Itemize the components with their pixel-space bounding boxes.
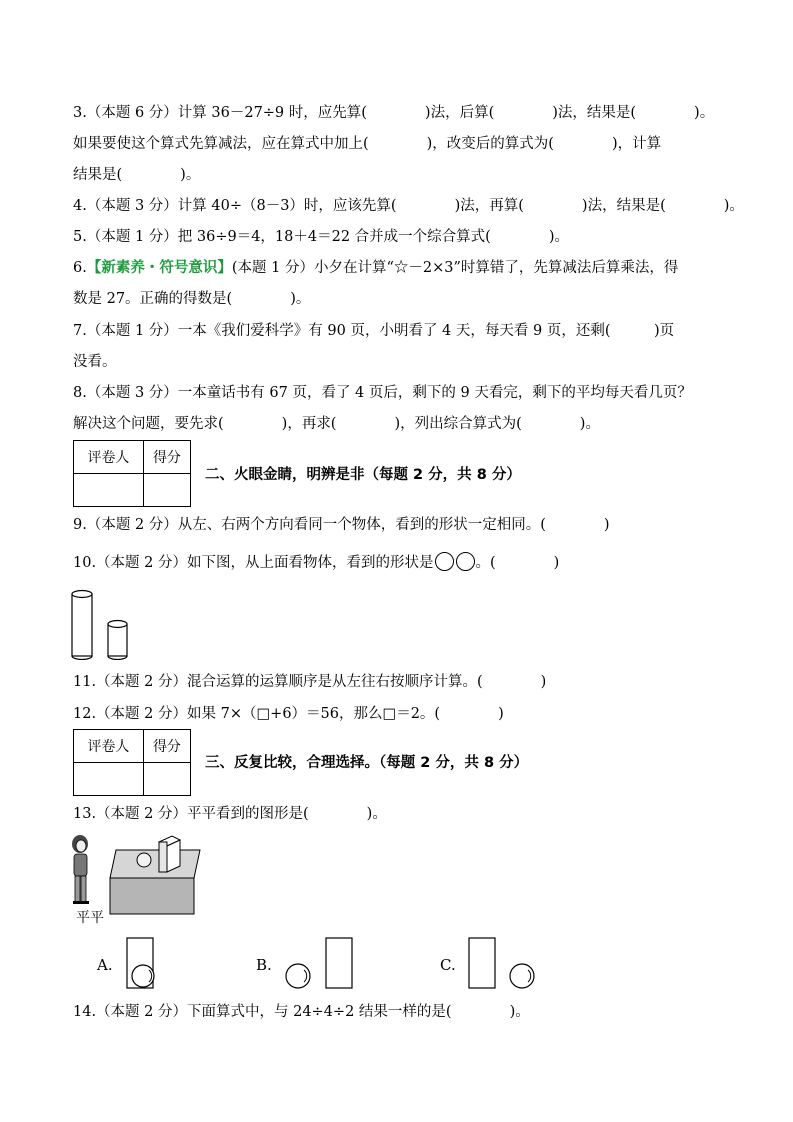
section2-heading: 二、火眼金睛，明辨是非（每题 2 分，共 8 分） (205, 467, 521, 483)
q11: 11.（本题 2 分）混合运算的运算顺序是从左往右按顺序计算。( ) (73, 674, 547, 690)
q9: 9.（本题 2 分）从左、右两个方向看同一个物体，看到的形状一定相同。( ) (73, 517, 610, 533)
option-a-figure[interactable] (125, 936, 159, 992)
q6-line1 (73, 258, 678, 278)
option-b-label[interactable]: B. (256, 956, 272, 974)
q3-line1: 3.（本题 6 分）计算 36－27÷9 时，应先算( )法，后算( )法，结果是( )。 (73, 105, 715, 121)
circle-icon (456, 552, 475, 571)
q3-line2: 如果要使这个算式先算减法，应在算式中加上( )，改变后的算式为( )，计算 (73, 136, 662, 152)
q6-text: (本题 1 分）小夕在计算“☆－2×3”时算错了，先算减法后算乘法，得 (231, 260, 679, 276)
q10-text: 10.（本题 2 分）如下图，从上面看物体，看到的形状是 (73, 555, 434, 571)
option-b-figure[interactable] (284, 936, 354, 992)
q6-tag: 【新素养・符号意识】 (86, 259, 232, 276)
q8-line2: 解决这个问题，要先求( )，再求( )，列出综合算式为( )。 (73, 416, 600, 432)
score-label: 得分 (143, 730, 190, 763)
person-label: 平平 (76, 910, 104, 926)
person-and-table-figure (66, 832, 206, 916)
circle-icon (435, 552, 454, 571)
q8-line1: 8.（本题 3 分）一本童话书有 67 页，看了 4 页后，剩下的 9 天看完，剩下的平均每天看几页？ (73, 385, 692, 401)
q6-line2: 数是 27。正确的得数是( )。 (73, 291, 311, 307)
score-label: 得分 (143, 441, 190, 474)
score-cell[interactable] (143, 474, 190, 507)
score-box-1 (73, 440, 191, 507)
q12: 12.（本题 2 分）如果 7×（□+6）＝56，那么□＝2。( ) (73, 706, 504, 722)
cylinders-figure (68, 588, 132, 660)
option-a-label[interactable]: A. (97, 956, 113, 974)
q4: 4.（本题 3 分）计算 40÷（8－3）时，应该先算( )法，再算( )法，结果是( )。 (73, 198, 744, 214)
grader-label: 评卷人 (74, 730, 144, 763)
q7-line1: 7.（本题 1 分）一本《我们爱科学》有 90 页，小明看了 4 天，每天看 9 页，还剩( )页 (73, 323, 675, 339)
q10 (73, 552, 559, 573)
q7-line2: 没看。 (73, 354, 117, 370)
q14: 14.（本题 2 分）下面算式中，与 24÷4÷2 结果一样的是( )。 (73, 1004, 530, 1020)
grader-label: 评卷人 (74, 441, 144, 474)
score-box-2 (73, 729, 191, 796)
q6-number: 6. (73, 260, 87, 276)
score-cell[interactable] (143, 763, 190, 796)
grader-cell[interactable] (74, 763, 144, 796)
option-c-label[interactable]: C. (440, 956, 456, 974)
section3-heading: 三、反复比较，合理选择。（每题 2 分，共 8 分） (205, 755, 529, 771)
q3-line3: 结果是( )。 (73, 167, 201, 183)
option-c-figure[interactable] (466, 936, 538, 992)
grader-cell[interactable] (74, 474, 144, 507)
q10-answer: 。( ) (475, 555, 560, 571)
q5: 5.（本题 1 分）把 36÷9＝4，18＋4＝22 合并成一个综合算式( )。 (73, 229, 569, 245)
q13: 13.（本题 2 分）平平看到的图形是( )。 (73, 806, 387, 822)
